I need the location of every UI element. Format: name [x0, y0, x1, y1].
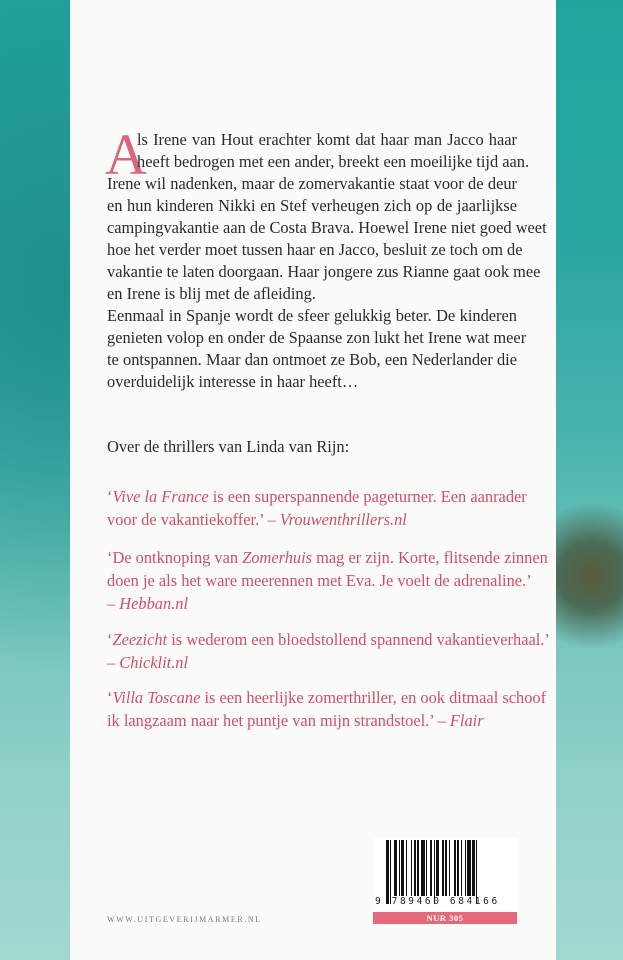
quote-text: mag er zijn. Korte, flitsende zinnen: [312, 548, 548, 567]
blurb-line: campingvakantie aan de Costa Brava. Hoewel Irene niet goed weet: [107, 218, 547, 237]
blurb-line: heeft bedrogen met een ander, breekt een moeilijke tijd aan.: [137, 152, 530, 171]
review-quote: [107, 546, 548, 615]
blurb-line: Eenmaal in Spanje wordt de sfeer gelukkig beter. De kinderen: [107, 306, 517, 325]
quote-text: doen je als het ware meerennen met Eva. Je voelt de adrenaline.’: [107, 571, 532, 590]
blurb-line: overduidelijk interesse in haar heeft…: [107, 372, 359, 391]
barcode-bar: [477, 840, 480, 904]
quote-open: ‘De ontknoping van: [107, 548, 243, 567]
book-title: Villa Toscane: [112, 688, 201, 707]
publisher-website: WWW.UITGEVERIJMARMER.NL: [107, 915, 262, 924]
reviews-heading: Over de thrillers van Linda van Rijn:: [107, 437, 350, 456]
review-quote: [107, 485, 527, 531]
blurb-line: en Irene is blij met de afleiding.: [107, 284, 316, 303]
blurb-line: ls Irene van Hout erachter komt dat haar man Jacco haar: [137, 130, 517, 149]
review-quote: [107, 686, 547, 732]
dash: –: [107, 653, 120, 672]
quote-open: ‘: [107, 688, 113, 707]
blurb-text: [107, 129, 547, 393]
blurb-line: hoe het verder moet tussen haar en Jacco, besluit ze toch om de: [107, 240, 523, 259]
book-title: Zomerhuis: [242, 548, 313, 567]
quote-text: ik langzaam naar het puntje van mijn strandstoel.’ –: [107, 711, 450, 730]
quote-source: Chicklit.nl: [119, 653, 189, 672]
quote-text: voor de vakantiekoffer.’ –: [107, 510, 280, 529]
drop-cap: A: [105, 122, 147, 187]
review-quote: [107, 628, 550, 674]
blurb-line: genieten volop en onder de Spaanse zon lukt het Irene wat meer: [107, 328, 527, 347]
quote-source: Hebban.nl: [119, 594, 189, 613]
quote-open: ‘: [107, 487, 113, 506]
blurb-line: en hun kinderen Nikki en Stef verheugen zich op de jaarlijkse: [107, 196, 517, 215]
quote-text: is een heerlijke zomerthriller, en ook ditmaal schoof: [200, 688, 547, 707]
blurb-line: vakantie te laten doorgaan. Haar jongere zus Rianne gaat ook mee: [107, 262, 541, 281]
book-title: Zeezicht: [112, 630, 168, 649]
quote-text: is wederom een bloedstollend spannend vakantieverhaal.’: [167, 630, 550, 649]
isbn-digits: 9 789460 684166: [375, 896, 500, 907]
quote-source: Flair: [449, 711, 484, 730]
quote-open: ‘: [107, 630, 113, 649]
dash: –: [107, 594, 120, 613]
nur-label: NUR 305: [373, 912, 517, 924]
quote-source: Vrouwenthrillers.nl: [279, 510, 407, 529]
blurb-line: Irene wil nadenken, maar de zomervakantie staat voor de deur: [107, 174, 517, 193]
book-title: Vive la France: [112, 487, 209, 506]
barcode-bars: [386, 840, 506, 904]
isbn-barcode: [373, 838, 517, 912]
quote-text: is een superspannende pageturner. Een aanrader: [208, 487, 527, 506]
blurb-line: te ontspannen. Maar dan ontmoet ze Bob, een Nederlander die: [107, 350, 517, 369]
